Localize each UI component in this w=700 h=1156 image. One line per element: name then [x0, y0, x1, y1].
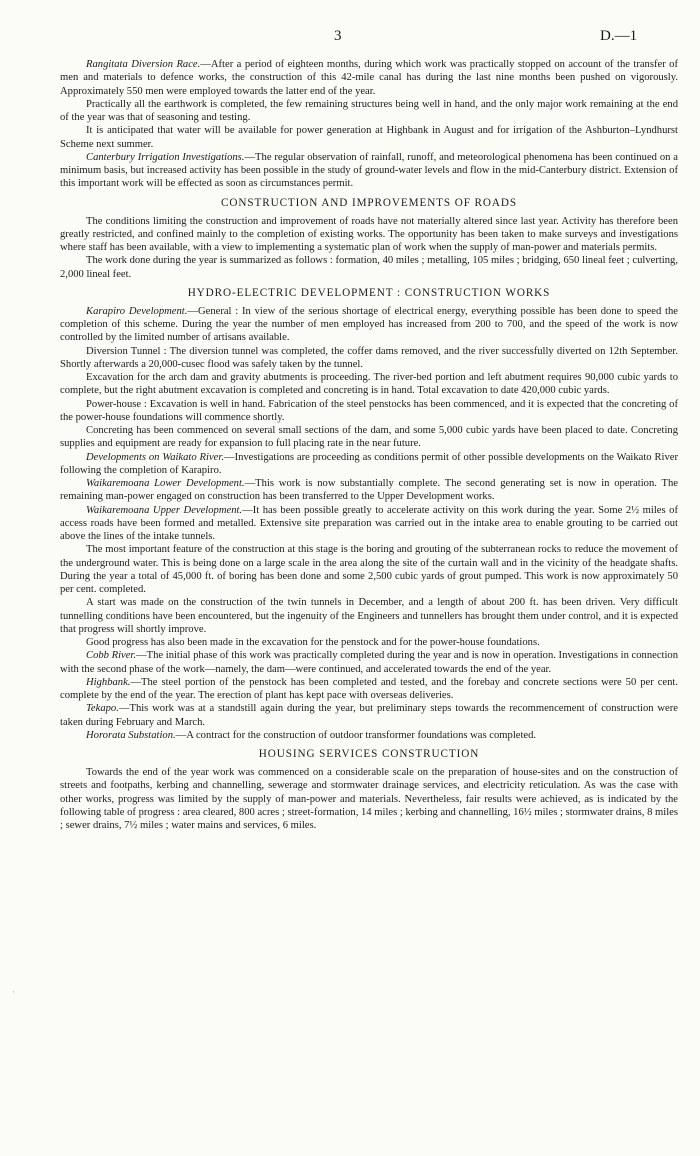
paragraph-text: —The regular observation of rainfall, runoff, and meteorological phenomena has been continued on a minimum basis, but increased activity has been possible in the study of ground-water levels and flow in the mid-Canterbury district. Extension of this important work will be effected as soon as circumstances permit.	[60, 151, 678, 190]
body-paragraph	[60, 702, 678, 729]
paragraph-text: —This work is now substantially complete. The second generating set is now in operation. The remaining man-power engaged on construction has been transferred to the Upper Development works.	[60, 478, 678, 503]
paragraph-lead-heading: Rangitata Diversion Race.	[86, 59, 201, 70]
section-heading: HOUSING SERVICES CONSTRUCTION	[258, 748, 480, 760]
body-paragraph	[60, 58, 678, 98]
page-header	[0, 28, 700, 48]
body-paragraph	[60, 151, 678, 191]
paragraph-text: —A contract for the construction of outdoor transformer foundations was completed.	[175, 729, 537, 741]
paragraph-lead-heading: Tekapo.	[86, 703, 119, 715]
paragraph-text: —The initial phase of this work was practically completed during the year and is now in operation. Investigations in connection with the second phase of the work—namely, the dam—were continued, and accelerated towards the end of the year.	[60, 650, 678, 675]
document-code: D.—1	[600, 28, 638, 44]
paragraph-text: The work done during the year is summarized as follows : formation, 40 miles ; metalling, 105 miles ; bridging, 650 lineal feet ; culverting, 2,000 lineal feet.	[60, 255, 678, 280]
body-paragraph	[60, 543, 678, 596]
paragraph-text: Towards the end of the year work was commenced on a considerable scale on the preparation of house-sites and on the construction of streets and footpaths, kerbing and channelling, sewerage and stormwater drainage services, and electricity reticulation. As was the case with other works, progress was limited by the supply of man-power and materials. Nevertheless, fair results were achieved, as is indicated by the following table of progress : area cleared, 800 acres ; street-formation, 14 miles ; kerbing and channelling, 16½ miles ; stormwater drains, 8 miles ; sewer drains, 7½ miles ; water mains and services, 6 miles.	[60, 767, 678, 831]
paragraph-text: —After a period of eighteen months, during which work was practically stopped on account of the transfer of men and materials to defence works, the construction of this 42-mile canal has during the last nine months been pushed on vigorously. Approximately 550 men were employed towards the latter end of the year.	[60, 59, 679, 97]
paragraph-text: A start was made on the construction of the twin tunnels in December, and a length of about 200 ft. has been driven. Very difficult tunnelling conditions have been encountered, but the ingenuity of the Engineers and tunnellers has brought them under control, and it is expected that progress will shortly improve.	[60, 597, 678, 635]
paragraph-text: Diversion Tunnel : The diversion tunnel was completed, the coffer dams removed, and the river successfully diverted on 12th September. Shortly afterwards a 20,000-cusec flood was safely taken by the tunnel.	[60, 345, 678, 370]
body-paragraph	[60, 504, 678, 544]
paragraph-lead-heading: Highbank.	[86, 676, 131, 688]
paragraph-text: —The steel portion of the penstock has been completed and tested, and the forebay and concrete sections were 50 per cent. complete by the end of the year. The erection of plant has kept pace with overseas deliveries.	[60, 676, 678, 701]
body-paragraph	[60, 254, 678, 281]
body-paragraph	[60, 636, 678, 649]
body-paragraph	[60, 215, 678, 255]
page-number: 3	[334, 28, 342, 44]
paragraph-text: —General : In view of the serious shortage of electrical energy, everything possible has been done to speed the completion of this scheme. During the year the number of men employed has increased from 200 to 700, and the speed of the work is now controlled by the limited number of artisans available.	[60, 305, 678, 344]
paragraph-lead-heading: Waikaremoana Lower Development.	[86, 478, 245, 489]
body-paragraph	[60, 676, 678, 703]
body-paragraph	[60, 98, 678, 125]
paragraph-text: Good progress has also been made in the excavation for the penstock and for the power-house foundations.	[86, 637, 540, 648]
section-heading: CONSTRUCTION AND IMPROVEMENTS OF ROADS	[221, 196, 517, 209]
body-paragraph	[60, 424, 678, 451]
body-paragraph	[60, 345, 678, 372]
margin-mark: ·	[12, 987, 15, 997]
body-paragraph	[60, 305, 678, 345]
paragraph-text: —Investigations are proceeding as conditions permit of other possible developments on the Waikato River following the completion of Karapiro.	[60, 451, 679, 476]
paragraph-text: —This work was at a standstill again during the year, but preliminary steps towards the recommencement of construction were taken during February and March.	[60, 703, 678, 728]
paragraph-text: It is anticipated that water will be available for power generation at Highbank in August and for irrigation of the Ashburton–Lyndhurst Scheme next summer.	[60, 125, 678, 150]
section-heading: HYDRO-ELECTRIC DEVELOPMENT : CONSTRUCTION WORKS	[187, 286, 551, 299]
body-paragraph	[60, 477, 678, 504]
paragraph-lead-heading: Canterbury Irrigation Investigations.	[86, 151, 245, 163]
body-paragraph	[60, 596, 678, 636]
paragraph-text: The most important feature of the construction at this stage is the boring and grouting of the subterranean rocks to reduce the movement of the underground water. This is being done on a large scale in the area along the site of the curtain wall and in the vicinity of the headgate shafts. During the year a total of 45,000 ft. of boring has been done and some 2,500 cubic yards of grout pumped. This work is now approximately 50 per cent. completed.	[60, 544, 678, 595]
paragraph-lead-heading: Cobb River.	[86, 650, 137, 662]
body-paragraph	[60, 371, 678, 398]
paragraph-lead-heading: Developments on Waikato River.	[86, 451, 224, 463]
body-paragraph	[60, 451, 678, 478]
paragraph-text: Practically all the earthwork is completed, the few remaining structures being well in hand, and the only major work remaining at the end of the year was that of seasoning and testing.	[60, 98, 678, 123]
body-paragraph	[60, 124, 678, 151]
paragraph-text: Excavation for the arch dam and gravity abutments is proceeding. The river-bed portion and left abutment requires 90,000 cubic yards to complete, but the right abutment excavation is completed and concreting is in hand. Total excavation to date 420,000 cubic yards.	[60, 372, 678, 397]
paragraph-text: The conditions limiting the construction and improvement of roads have not materially altered since last year. Activity has therefore been greatly restricted, and confined mainly to the completion of existing works. The opportunity has been taken to make surveys and investigations where staff has been available, with a view to implementing a systematic plan of work when the supply of man-power and materials permits.	[60, 215, 678, 253]
paragraph-text: Power-house : Excavation is well in hand. Fabrication of the steel penstocks has been commenced, and it is expected that the concreting of the power-house foundations will commence shortly.	[60, 398, 678, 423]
paragraph-lead-heading: Waikaremoana Upper Development.	[86, 504, 243, 516]
paragraph-text: —It has been possible greatly to accelerate activity on this work during the year. Some 2½ miles of access roads have been formed and metalled. Extensive site preparation was carried out in the intake area to enable grouting to be carried out above the lines of the intake tunnels.	[60, 504, 678, 542]
paragraph-lead-heading: Hororata Substation.	[86, 729, 176, 741]
paragraph-lead-heading: Karapiro Development.	[86, 305, 188, 317]
body-paragraph	[60, 398, 678, 425]
paragraph-text: Concreting has been commenced on several small sections of the dam, and some 5,000 cubic yards have been placed to date. Concreting supplies and equipment are ready for expansion to full placing rate in the near future.	[60, 425, 678, 450]
document-body	[60, 58, 678, 832]
body-paragraph	[60, 649, 678, 676]
body-paragraph	[60, 766, 678, 832]
body-paragraph	[60, 729, 678, 742]
